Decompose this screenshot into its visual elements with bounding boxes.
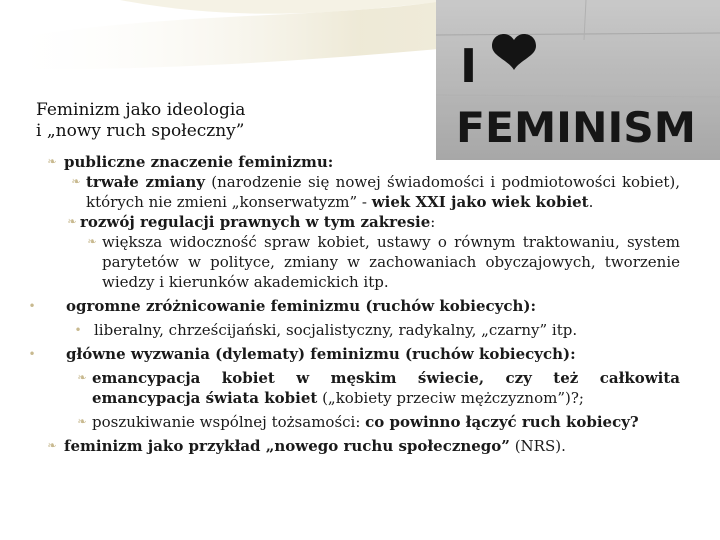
list-item — [30, 232, 680, 292]
item-text: publiczne znaczenie feminizmu: — [64, 153, 334, 171]
list-item — [30, 152, 680, 172]
slide-body — [30, 152, 680, 456]
graffiti-feminism: FEMINISM — [456, 103, 696, 152]
bullet-icon: ❧ — [77, 415, 87, 428]
list-item — [30, 368, 680, 408]
item-bold: wiek XXI jako wiek kobiet — [371, 193, 589, 211]
item-text: większa widoczność spraw kobiet, ustawy o równym traktowaniu, system parytetów w polityce, zmiany w zachowaniach obyczajowych, tworzenie wiedzy i kierunków akademickich itp. — [102, 233, 680, 291]
item-plain: („kobiety przeciw mężczyznom”)?; — [317, 389, 584, 407]
bullet-dot: • — [28, 299, 36, 313]
item-bold: główne wyzwania (dylematy) feminizmu (ruchów kobiecych): — [66, 345, 576, 363]
title-line-2: i „nowy ruch społeczny” — [36, 121, 245, 141]
bullet-icon: ❧ — [87, 235, 97, 248]
bullet-icon: ❧ — [47, 439, 57, 452]
bullet-icon: ❧ — [77, 371, 87, 384]
item-plain: poszukiwanie wspólnej tożsamości: — [92, 413, 366, 431]
item-plain: : — [430, 213, 436, 231]
item-bold: emancypacja kobiet w męskim świecie, czy też całkowita emancypacja świata kobiet — [92, 369, 680, 407]
item-plain: liberalny, chrześcijański, socjalistyczny, radykalny, „czarny” itp. — [94, 321, 578, 339]
item-bold: co powinno łączyć ruch kobiecy? — [365, 413, 639, 431]
item-bold: feminizm jako przykład „nowego ruchu społecznego” — [64, 437, 510, 455]
bullet-icon: ❧ — [47, 155, 57, 168]
i-love-feminism-image — [436, 0, 720, 160]
bullet-dot: • — [74, 323, 82, 337]
bullet-icon: ❧ — [67, 215, 77, 228]
list-item — [30, 172, 680, 212]
list-item — [30, 212, 680, 232]
item-plain: (narodzenie się nowej świadomości i podmiotowości kobiet), których nie zmieni „konserwatyzm” - — [86, 173, 680, 211]
item-text — [92, 368, 680, 408]
list-item — [30, 412, 680, 432]
item-text — [86, 172, 680, 212]
item-bold: ogromne zróżnicowanie feminizmu (ruchów kobiecych): — [66, 297, 537, 315]
slide-title — [36, 100, 416, 142]
item-bold: rozwój regulacji prawnych w tym zakresie — [80, 213, 431, 231]
item-plain: . — [588, 193, 594, 211]
bullet-icon: ❧ — [71, 175, 81, 188]
title-line-1: Feminizm jako ideologia — [36, 100, 246, 120]
list-item — [30, 320, 680, 340]
list-item — [30, 344, 680, 364]
graffiti-i: I — [460, 39, 478, 93]
list-item — [30, 436, 680, 456]
bullet-dot: • — [28, 347, 36, 361]
item-bold: trwałe zmiany — [86, 173, 205, 191]
list-item — [30, 296, 680, 316]
item-plain: (NRS). — [509, 437, 566, 455]
